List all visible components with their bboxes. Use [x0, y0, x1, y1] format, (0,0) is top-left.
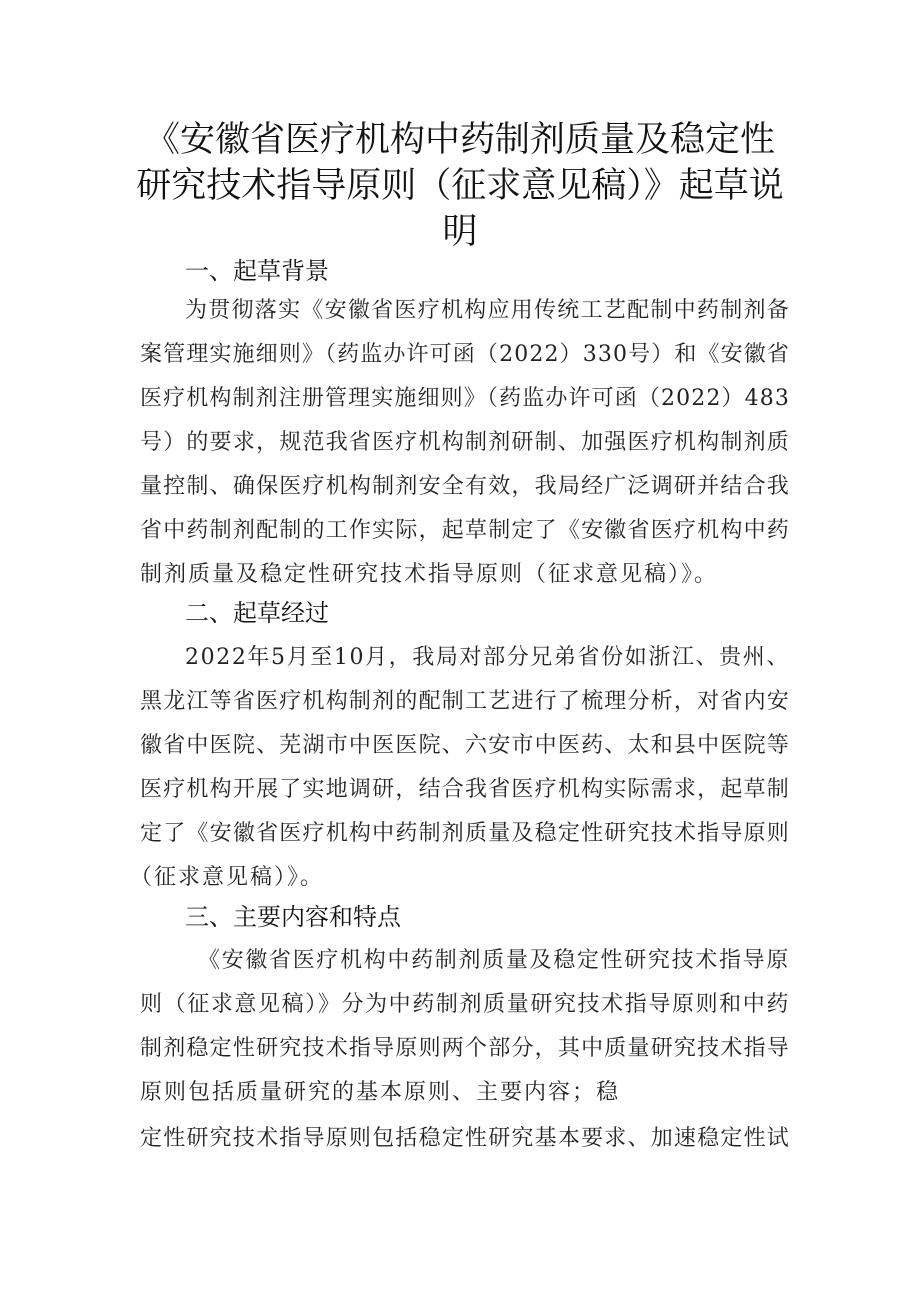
paragraph-line: 医疗机构开展了实地调研，结合我省医疗机构实际需求，起草制 — [140, 777, 791, 802]
paragraph-line: 定性研究技术指导原则包括稳定性研究基本要求、加速稳定性试 — [140, 1126, 791, 1151]
paragraph-line: 《安徽省医疗机构中药制剂质量及稳定性研究技术指导原 — [198, 948, 791, 973]
paragraph-line: 徽省中医院、芜湖市中医医院、六安市中医药、太和县中医院等 — [140, 733, 791, 758]
paragraph-line: 号）的要求，规范我省医疗机构制剂研制、加强医疗机构制剂质 — [140, 430, 791, 455]
paragraph-line: 制剂稳定性研究技术指导原则两个部分，其中质量研究技术指导 — [140, 1036, 791, 1061]
paragraph-line: 制剂质量及稳定性研究技术指导原则（征求意见稿）》。 — [140, 562, 719, 587]
title-line: 明 — [442, 212, 478, 252]
document-title — [100, 117, 820, 255]
paragraph-line: 案管理实施细则》（药监办许可函（2022）330号）和《安徽省 — [140, 342, 790, 367]
paragraph-line: 定了《安徽省医疗机构中药制剂质量及稳定性研究技术指导原则 — [140, 821, 791, 846]
paragraph-line: 省中药制剂配制的工作实际，起草制定了《安徽省医疗机构中药 — [140, 518, 791, 543]
title-line: 《安徽省医疗机构中药制剂质量及稳定性 — [144, 120, 775, 160]
paragraph-line: 医疗机构制剂注册管理实施细则》（药监办许可函（2022）483 — [140, 386, 790, 411]
paragraph-line: 2022年5月至10月，我局对部分兄弟省份如浙江、贵州、 — [185, 645, 790, 670]
section-heading-content: 三、主要内容和特点 — [185, 903, 401, 931]
paragraph-line: 则（征求意见稿）》分为中药制剂质量研究技术指导原则和中药 — [140, 992, 791, 1017]
section-heading-background: 一、起草背景 — [185, 257, 329, 285]
paragraph-line: 黑龙江等省医疗机构制剂的配制工艺进行了梳理分析，对省内安 — [140, 689, 791, 714]
paragraph-line: 原则包括质量研究的基本原则、主要内容；稳 — [140, 1080, 621, 1105]
paragraph-line: 为贯彻落实《安徽省医疗机构应用传统工艺配制中药制剂备 — [185, 298, 791, 323]
title-line: 研究技术指导原则（征求意见稿）》起草说 — [136, 166, 784, 206]
paragraph-line: （征求意见稿）》。 — [130, 865, 325, 890]
section-heading-process: 二、起草经过 — [185, 599, 329, 627]
paragraph-line: 量控制、确保医疗机构制剂安全有效，我局经广泛调研并结合我 — [140, 474, 791, 499]
